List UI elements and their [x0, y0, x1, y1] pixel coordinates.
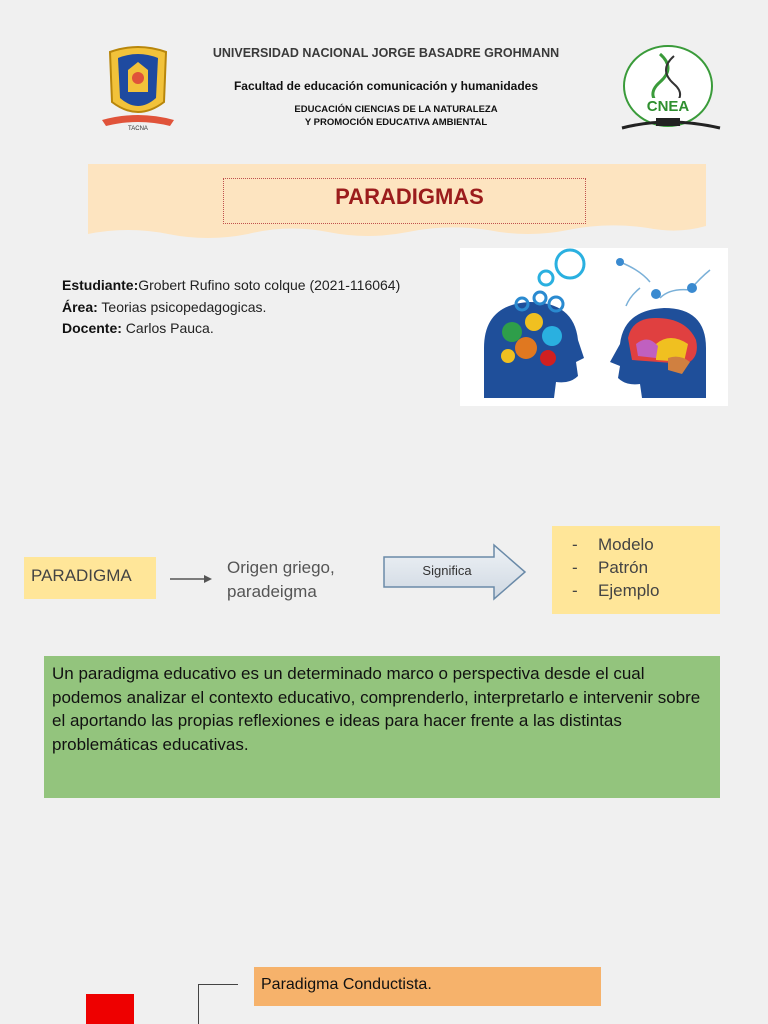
red-square — [86, 994, 134, 1024]
teacher-line — [62, 320, 214, 336]
meaning-text: Ejemplo — [598, 581, 660, 600]
connector-line — [198, 984, 238, 1024]
student-line — [62, 277, 400, 293]
faculty-name: Facultad de educación comunicación y humanidades — [233, 79, 539, 93]
meaning-item — [572, 535, 654, 555]
teacher-value: Carlos Pauca. — [121, 320, 214, 336]
area-label: Área: — [62, 299, 98, 315]
means-label: Significa — [422, 563, 472, 578]
arrow-right-icon — [168, 572, 214, 586]
cnea-logo-text: CNEA — [646, 98, 690, 115]
meaning-item — [572, 558, 648, 578]
brain-gears-illustration — [460, 248, 728, 406]
meaning-dash: - — [572, 581, 578, 600]
conductista-heading: Paradigma Conductista. — [261, 976, 432, 993]
svg-text:TACNA: TACNA — [128, 126, 148, 132]
teacher-label: Docente: — [62, 320, 122, 336]
program-line-2: Y PROMOCIÓN EDUCATIVA AMBIENTAL — [304, 117, 488, 128]
origin-line-1: Origen griego, — [227, 558, 335, 577]
origin-line-2: paradeigma — [227, 582, 317, 601]
area-line — [62, 299, 266, 315]
university-name: UNIVERSIDAD NACIONAL JORGE BASADRE GROHMANN — [212, 46, 560, 60]
cnea-logo — [612, 44, 730, 136]
program-line-1: EDUCACIÓN CIENCIAS DE LA NATURALEZA — [294, 104, 498, 115]
area-value: Teorias psicopedagogicas. — [97, 299, 267, 315]
paradigma-term: PARADIGMA — [31, 566, 132, 585]
student-value: Grobert Rufino soto colque (2021-116064) — [138, 277, 401, 293]
page-title: PARADIGMAS — [335, 184, 484, 209]
meaning-item — [572, 581, 659, 601]
student-label: Estudiante: — [62, 277, 139, 293]
meaning-text: Patrón — [598, 558, 649, 577]
meaning-dash: - — [572, 558, 578, 577]
university-crest-logo — [96, 40, 180, 132]
meaning-text: Modelo — [598, 535, 654, 554]
meaning-dash: - — [572, 535, 578, 554]
definition-text: Un paradigma educativo es un determinado marco o perspectiva desde el cual podemos analizar el contexto educativo, comprenderlo, interpretarlo e intervenir sobre el aportando las propias reflexiones e ideas para hacer frente a las distintas problemáticas educativas. — [52, 664, 701, 754]
